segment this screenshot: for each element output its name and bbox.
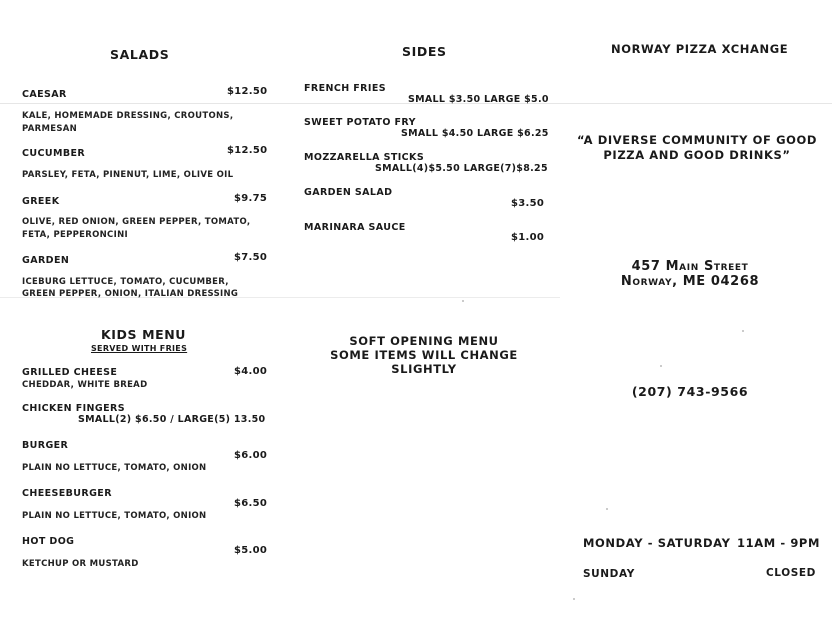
salad-name: CUCUMBER [22,148,86,159]
kids-item-desc: CHEDDAR, WHITE BREAD [22,380,148,390]
kids-item-desc: KETCHUP OR MUSTARD [22,559,139,569]
salads-heading: SALADS [110,47,170,62]
kids-menu-subtitle: SERVED WITH FRIES [91,344,188,353]
kids-item-price: $5.00 [234,545,268,556]
kids-item-name: BURGER [22,440,69,451]
side-price: $3.50 [511,198,545,209]
address-street: 457 Main Street [631,259,749,274]
hours-time: 11AM - 9PM [737,536,821,550]
sides-heading: SIDES [402,44,447,59]
salad-desc: GREEN PEPPER, ONION, ITALIAN DRESSING [22,289,239,299]
kids-item-desc: PLAIN NO LETTUCE, TOMATO, ONION [22,511,207,521]
salad-name: GARDEN [22,255,70,266]
side-name: MARINARA SAUCE [304,222,406,233]
kids-item-name: CHEESEBURGER [22,488,112,499]
side-name: FRENCH FRIES [304,83,386,94]
kids-item-name: CHICKEN FINGERS [22,403,125,414]
salad-price: $7.50 [234,252,268,263]
kids-item-desc: PLAIN NO LETTUCE, TOMATO, ONION [22,463,207,473]
side-price: SMALL $3.50 LARGE $5.0 [408,94,549,105]
salad-price: $9.75 [234,193,268,204]
salad-desc: PARSLEY, FETA, PINENUT, LIME, OLIVE OIL [22,170,234,180]
scan-speck [742,330,744,332]
hours-time: CLOSED [766,567,816,579]
scan-speck [606,508,608,510]
hours-days: MONDAY - SATURDAY [583,536,731,550]
kids-item-price: $4.00 [234,366,268,377]
address-city: Norway, ME 04268 [620,274,760,289]
restaurant-name: NORWAY PIZZA XCHANGE [611,42,789,56]
phone-number: (207) 743-9566 [631,384,749,399]
tagline: “A DIVERSE COMMUNITY OF GOOD [576,133,818,147]
side-price: SMALL $4.50 LARGE $6.25 [401,128,549,139]
salad-desc: KALE, HOMEMADE DRESSING, CROUTONS, [22,111,234,121]
kids-item-price: $6.50 [234,498,268,509]
salad-desc: PARMESAN [22,124,78,134]
side-name: MOZZARELLA STICKS [304,152,425,163]
salad-desc: ICEBURG LETTUCE, TOMATO, CUCUMBER, [22,277,229,287]
side-price: $1.00 [511,232,545,243]
salad-name: CAESAR [22,89,67,100]
side-name: GARDEN SALAD [304,187,393,198]
salad-price: $12.50 [227,145,268,156]
salad-desc: FETA, PEPPERONCINI [22,230,128,240]
side-name: SWEET POTATO FRY [304,117,416,128]
scan-speck [573,598,575,600]
tagline: PIZZA AND GOOD DRINKS” [603,148,791,162]
scan-speck [462,300,464,302]
kids-menu-heading: KIDS MENU [101,327,187,342]
kids-item-price: $6.00 [234,450,268,461]
notice-line: SOFT OPENING MENU [349,334,499,348]
scan-speck [660,365,662,367]
salad-desc: OLIVE, RED ONION, GREEN PEPPER, TOMATO, [22,217,251,227]
notice-line: SLIGHTLY [391,362,457,376]
salad-price: $12.50 [227,86,268,97]
kids-item-name: HOT DOG [22,536,75,547]
notice-line: SOME ITEMS WILL CHANGE [330,348,518,362]
kids-item-name: GRILLED CHEESE [22,367,118,378]
hours-days: SUNDAY [583,568,635,580]
side-price: SMALL(4)$5.50 LARGE(7)$8.25 [375,163,548,174]
kids-item-price: SMALL(2) $6.50 / LARGE(5) 13.50 [78,414,266,425]
salad-name: GREEK [22,196,60,207]
